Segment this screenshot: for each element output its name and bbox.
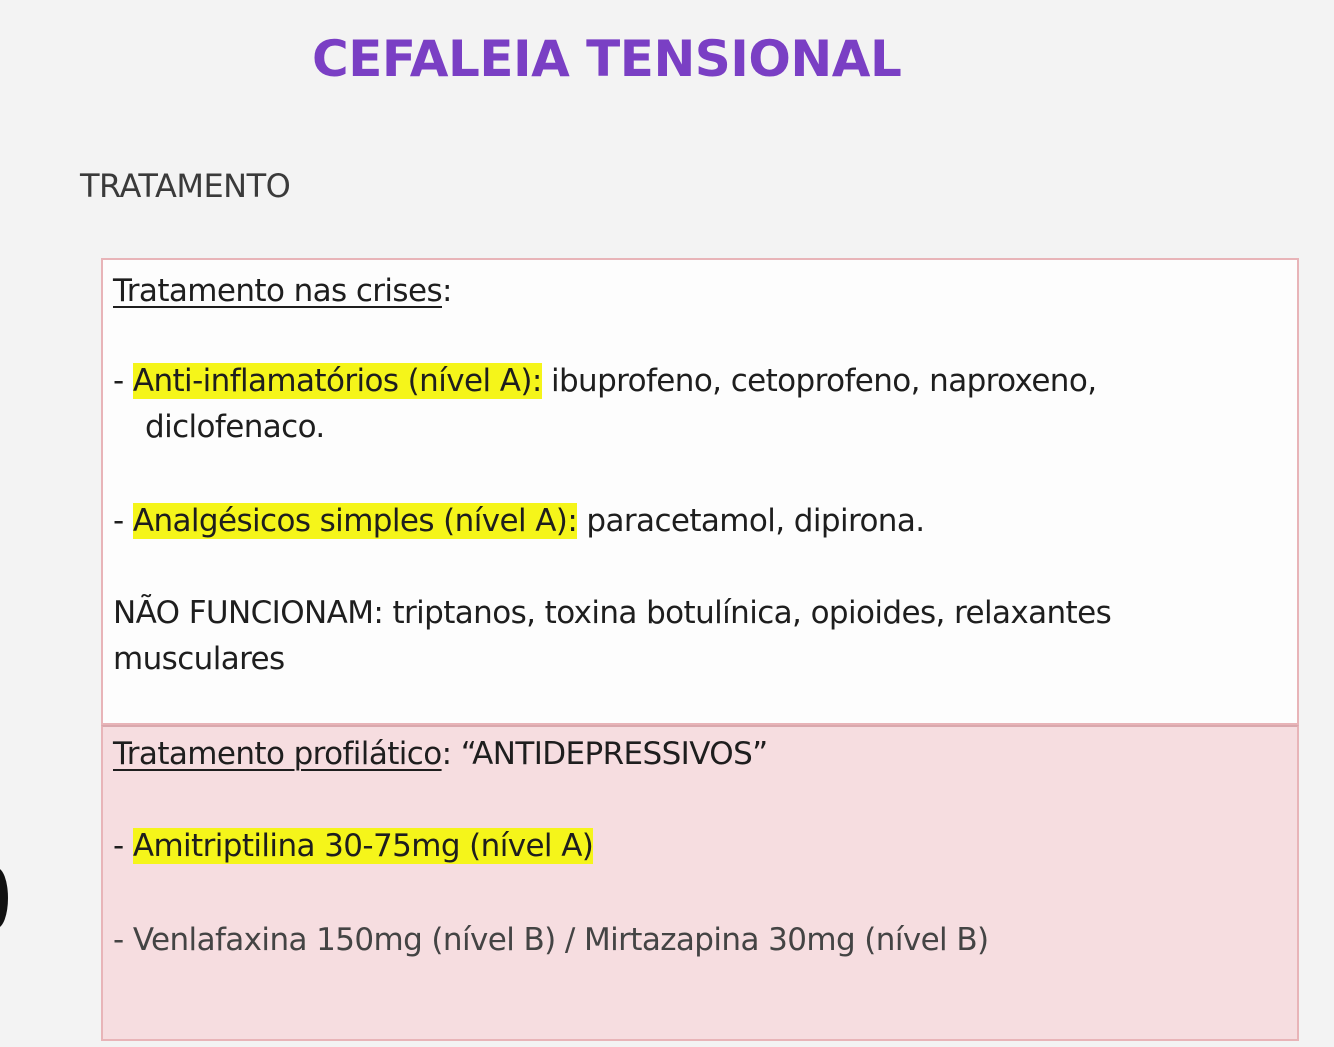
- prophylactic-heading-suffix: : “ANTIDEPRESSIVOS”: [441, 736, 768, 772]
- prophylactic-heading-text: Tratamento profilático: [113, 736, 442, 772]
- not-effective-note-cont: musculares: [113, 641, 285, 677]
- prophylactic-heading: [113, 731, 768, 777]
- highlighted-label: [133, 503, 577, 539]
- analgesics-drugs: paracetamol, dipirona.: [577, 503, 925, 539]
- highlighted-label: [133, 363, 542, 399]
- label-colon: :: [567, 503, 578, 539]
- item-dash: -: [113, 503, 133, 539]
- crises-heading-suffix: :: [442, 273, 452, 309]
- item-dash: -: [113, 363, 133, 399]
- prophylactic-item-venlafaxine-mirtazapine: - Venlafaxina 150mg (nível B) / Mirtazapina 30mg (nível B): [113, 922, 989, 958]
- prophylactic-item-amitriptyline: [113, 823, 593, 869]
- not-effective-note: NÃO FUNCIONAM: triptanos, toxina botulínica, opioides, relaxantes: [113, 595, 1112, 631]
- amitriptyline-label: Amitriptilina 30-75mg (nível A): [132, 828, 594, 864]
- crises-item-analgesics: [113, 498, 925, 544]
- crises-item-anti-inflammatory: [113, 358, 1096, 404]
- crises-heading: [113, 268, 452, 314]
- anti-inflammatory-drugs: ibuprofeno, cetoprofeno, naproxeno,: [541, 363, 1097, 399]
- edge-shape: [0, 868, 8, 928]
- crises-box: [101, 258, 1299, 725]
- crises-item-anti-inflammatory-cont: diclofenaco.: [145, 409, 325, 445]
- page-title: CEFALEIA TENSIONAL: [312, 30, 902, 88]
- prophylactic-box: [101, 725, 1299, 1041]
- section-label: TRATAMENTO: [80, 167, 291, 205]
- item-dash: -: [113, 828, 133, 864]
- anti-inflammatory-label: Anti-inflamatórios (nível A): [132, 363, 532, 399]
- label-colon: :: [531, 363, 542, 399]
- crises-heading-text: Tratamento nas crises: [113, 273, 442, 309]
- analgesics-label: Analgésicos simples (nível A): [132, 503, 568, 539]
